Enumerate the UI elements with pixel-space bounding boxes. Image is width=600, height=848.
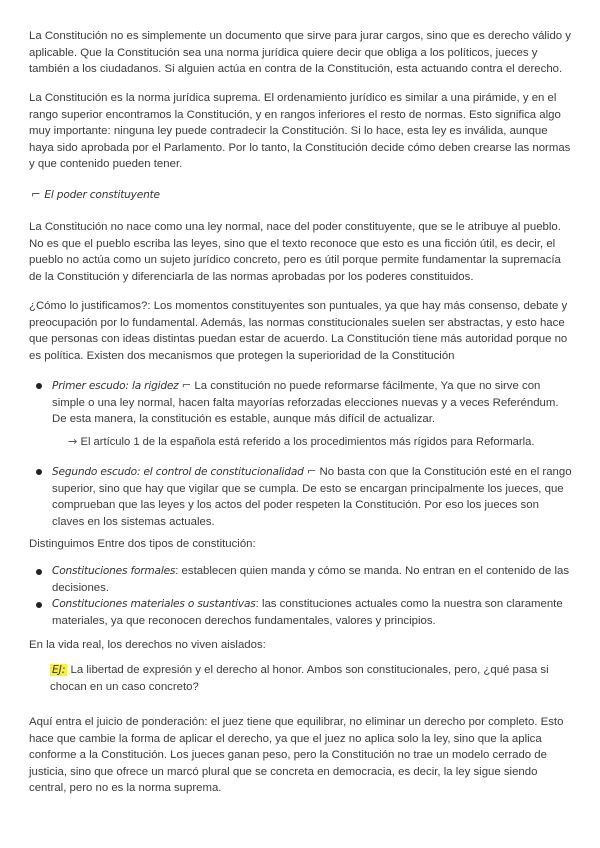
bullet-icon (36, 569, 42, 575)
sub-note-articulo-1 (68, 434, 573, 451)
list-item-label: Primer escudo: la rigidez (52, 380, 179, 392)
paragraph-supreme-norm: La Constitución es la norma jurídica suprema. El ordenamiento jurídico es similar a una pirámide, y en el rango superior encontramos la Constitución, y en rangos inferiores el resto de normas. Esto significa algo muy importante: ninguna ley puede contradecir la Constitución. Si lo hace, esta ley es inválida, aunque haya sido aprobada por el Parlamento. Por lo tanto, la Constitución decide cómo deben crearse las normas y que contenido pueden tener. (29, 92, 571, 171)
list-item-text (52, 463, 572, 530)
list-item-body: No basta con que la Constitución esté en el rango superior, sino que hay que vigilar que se cumpla. De esto se encargan principalmente los jueces, que comprueban que las leyes y los actos del poder respeten la Constitución. Por eso los jueces son claves en los sistemas actuales. (52, 466, 572, 528)
list-item-body: : las constituciones actuales como la nuestra son claramente materiales, ya que reconocen derechos fundamentales, valores y principios. (52, 598, 563, 627)
list-item-label: Constituciones materiales o sustantivas (52, 598, 256, 610)
list-item-text (52, 596, 572, 629)
sub-note-text: El artículo 1 de la española está referido a los procedimientos más rígidos para Reformarla. (77, 436, 535, 448)
paragraph-rights-intro: En la vida real, los derechos no viven aislados: (29, 639, 266, 651)
list-item-label: Constituciones formales (52, 565, 176, 577)
list-item-body: La constitución no puede reformarse fácilmente, Ya que no sirve con simple o una ley normal, hacen falta mayorías reforzadas elecciones nuevas y a veces Referéndum. De esta manera, la constitución es estable, aunque más difícil de actualizar. (52, 380, 559, 426)
paragraph-poder-constituyente: La Constitución no nace como una ley normal, nace del poder constituyente, que se le atribuye al pueblo. No es que el pueblo escriba las leyes, sino que el texto reconoce que esto es una ficción útil, es decir, el pueblo no actúa como un sujeto jurídico concreto, pero es útil porque permite fundamentar la supremacía de la Constitución y diferenciarla de las normas aprobadas por los poderes constituidos. (29, 221, 561, 283)
bullet-icon (36, 383, 42, 389)
section-heading-poder-constituyente (31, 186, 160, 204)
section-heading-text: El poder constituyente (44, 189, 160, 201)
list-item-body: : establecen quien manda y cómo se manda. No entran en el contenido de las decisiones. (52, 565, 570, 594)
list-item-text (52, 563, 572, 596)
list-item-formales (36, 563, 572, 596)
bullet-icon (36, 469, 42, 475)
list-item-materiales (36, 596, 572, 629)
arrow-icon: ⌐ (31, 187, 41, 201)
example-note (50, 662, 572, 695)
paragraph-justification: ¿Cómo lo justificamos?: Los momentos constituyentes son puntuales, ya que hay más consenso, debate y preocupación por lo fundamental. Además, las normas constitucionales suelen ser abstractas, y esto hace que personas con ideas distintas puedan estar de acuerdo. La Constitución tiene más autoridad porque no es política. Existen dos mecanismos que protegen la superioridad de la Constitución (29, 300, 568, 362)
bullet-icon (36, 602, 42, 608)
paragraph-constitution-validity: La Constitución no es simplemente un documento que sirve para jurar cargos, sino que es derecho válido y aplicable. Que la Constitución sea una norma jurídica quiere decir que obliga a los políticos, jueces y también a los ciudadanos. Si alguien actúa en contra de la Constitución, esta actuando contra el derecho. (29, 30, 571, 76)
paragraph-ponderacion: Aquí entra el juicio de ponderación: el juez tiene que equilibrar, no eliminar un derecho por completo. Esto hace que cambie la forma de aplicar el derecho, ya que el juez no aplica solo la ley, sino que la aplica conforme a la Constitución. Los jueces ganan peso, pero la Constitución no trae un modelo cerrado de justicia, sino que ofrece un marcó plural que se concreta en democracia, es decir, la ley sigue siendo central, pero no es la norma suprema. (29, 716, 564, 795)
arrow-right-icon: → (68, 435, 78, 448)
list-item-label: Segundo escudo: el control de constitucionalidad (52, 466, 304, 478)
example-text: La libertad de expresión y el derecho al honor. Ambos son constitucionales, pero, ¿qué pasa si chocan en un caso concreto? (50, 664, 549, 693)
list-item-segundo-escudo (36, 463, 572, 530)
list-item-primer-escudo (36, 377, 572, 428)
list-item-text (52, 377, 572, 428)
example-label: EJ: (52, 664, 66, 676)
arrow-icon: ⌐ (181, 378, 192, 392)
paragraph-types-intro: Distinguimos Entre dos tipos de constitución: (29, 538, 256, 550)
arrow-icon: ⌐ (306, 464, 317, 478)
